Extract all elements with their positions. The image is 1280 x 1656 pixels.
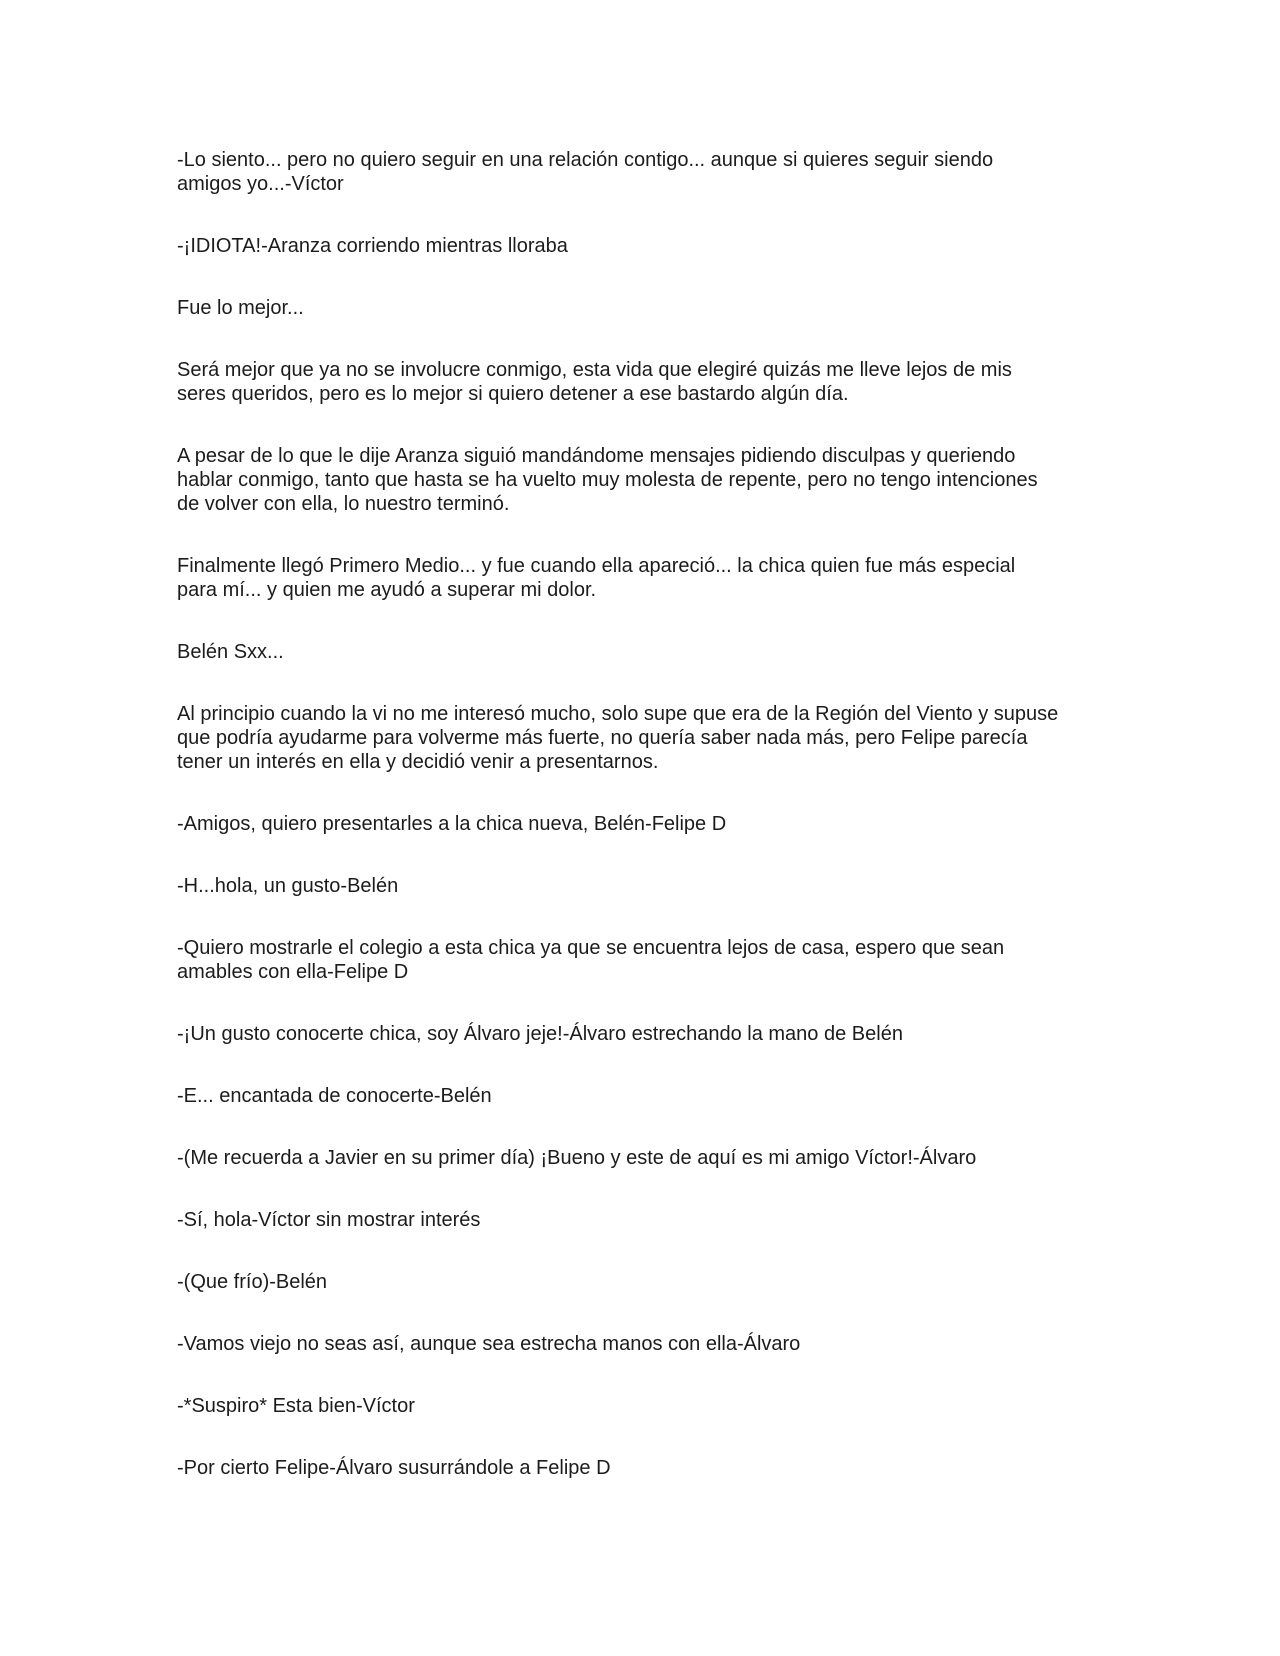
paragraph: -Amigos, quiero presentarles a la chica nueva, Belén-Felipe D [177, 813, 727, 835]
paragraph: A pesar de lo que le dije Aranza siguió mandándome mensajes pidiendo disculpas y queriendo hablar conmigo, tanto que hasta se ha vuelto muy molesta de repente, pero no tengo intenciones de volver con ella, lo nuestro terminó. [177, 445, 1038, 515]
paragraph: -(Que frío)-Belén [177, 1271, 328, 1293]
paragraph: -Por cierto Felipe-Álvaro susurrándole a Felipe D [177, 1457, 611, 1479]
paragraph: -H...hola, un gusto-Belén [177, 875, 399, 897]
paragraph: -Lo siento... pero no quiero seguir en una relación contigo... aunque si quieres seguir siendo amigos yo...-Víctor [177, 149, 994, 195]
paragraph: -¡Un gusto conocerte chica, soy Álvaro jeje!-Álvaro estrechando la mano de Belén [177, 1023, 903, 1045]
paragraph: Al principio cuando la vi no me interesó mucho, solo supe que era de la Región del Viento y supuse que podría ayudarme para volverme más fuerte, no quería saber nada más, pero Felipe parecía tener un interés en ella y decidió venir a presentarnos. [177, 703, 1059, 773]
paragraph: -¡IDIOTA!-Aranza corriendo mientras lloraba [177, 235, 568, 257]
paragraph: Fue lo mejor... [177, 297, 304, 319]
document-body [177, 148, 1107, 1518]
paragraph: -Sí, hola-Víctor sin mostrar interés [177, 1209, 481, 1231]
paragraph: -E... encantada de conocerte-Belén [177, 1085, 492, 1107]
paragraph: -(Me recuerda a Javier en su primer día) ¡Bueno y este de aquí es mi amigo Víctor!-Álvaro [177, 1147, 977, 1169]
paragraph: Belén Sxx... [177, 641, 284, 663]
paragraph: -Vamos viejo no seas así, aunque sea estrecha manos con ella-Álvaro [177, 1333, 801, 1355]
paragraph: Será mejor que ya no se involucre conmigo, esta vida que elegiré quizás me lleve lejos de mis seres queridos, pero es lo mejor si quiero detener a ese bastardo algún día. [177, 359, 1012, 405]
paragraph: -*Suspiro* Esta bien-Víctor [177, 1395, 415, 1417]
paragraph: -Quiero mostrarle el colegio a esta chica ya que se encuentra lejos de casa, espero que sean amables con ella-Felipe D [177, 937, 1005, 983]
paragraph: Finalmente llegó Primero Medio... y fue cuando ella apareció... la chica quien fue más especial para mí... y quien me ayudó a superar mi dolor. [177, 555, 1016, 601]
